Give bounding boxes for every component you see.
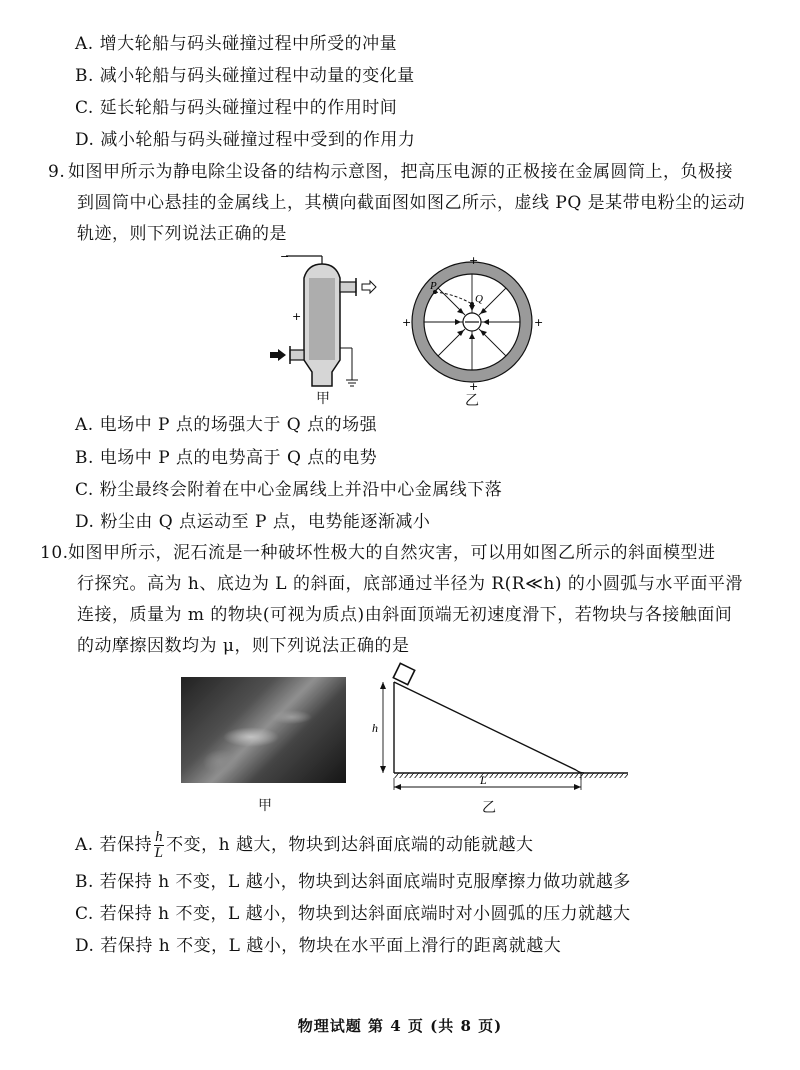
plus-sign-icon: + [469, 380, 479, 392]
q9-option-a: A. 电场中 P 点的场强大于 Q 点的场强 [75, 415, 378, 435]
q10-option-b: B. 若保持 h 不变，L 越小，物块到达斜面底端时克服摩擦力做功就越多 [75, 872, 631, 892]
q10-option-a-prefix: A. 若保持 [75, 835, 153, 855]
q9-figure-precipitator [268, 248, 398, 408]
q8-option-c: C. 延长轮船与码头碰撞过程中的作用时间 [75, 98, 398, 118]
plus-sign-icon: + [292, 310, 302, 323]
point-q-label: Q [475, 293, 483, 305]
q10-option-d: D. 若保持 h 不变，L 越小，物块在水平面上滑行的距离就越大 [75, 936, 562, 956]
height-label: h [372, 721, 378, 735]
q10-mudslide-photo [181, 677, 346, 783]
q10-caption-jia: 甲 [258, 798, 272, 814]
q8-option-b: B. 减小轮船与码头碰撞过程中动量的变化量 [75, 66, 415, 86]
page-footer: 物理试题 第 4 页 (共 8 页) [297, 1017, 503, 1035]
point-p-label: P [430, 280, 437, 292]
base-length-label: L [480, 773, 487, 787]
q10-stem-line1: 如图甲所示，泥石流是一种破坏性极大的自然灾害，可以用如图乙所示的斜面模型进 [68, 543, 716, 563]
q10-stem-line3: 连接，质量为 m 的物块(可视为质点)由斜面顶端无初速度滑下，若物块与各接触面间 [77, 605, 733, 625]
q9-option-c: C. 粉尘最终会附着在中心金属线上并沿中心金属线下落 [75, 480, 503, 500]
fraction-denominator: L [154, 845, 164, 861]
q9-figure-cross-section [400, 256, 548, 392]
h-over-l-fraction [154, 830, 164, 861]
minus-sign-icon: − [280, 250, 290, 263]
q10-stem-line2: 行探究。高为 h、底边为 L 的斜面，底部通过半径为 R(R≪h) 的小圆弧与水平面平滑 [77, 574, 743, 594]
q9-option-d: D. 粉尘由 Q 点运动至 P 点，电势能逐渐减小 [75, 512, 431, 532]
q9-stem-line2: 到圆筒中心悬挂的金属线上，其横向截面图如图乙所示，虚线 PQ 是某带电粉尘的运动 [77, 193, 746, 213]
q9-number: 9. [48, 162, 66, 182]
fraction-numerator: h [155, 829, 164, 845]
q9-caption-jia: 甲 [316, 391, 330, 407]
q9-stem-line1: 如图甲所示为静电除尘设备的结构示意图，把高压电源的正极接在金属圆筒上，负极接 [68, 162, 733, 182]
q10-caption-yi: 乙 [482, 800, 496, 816]
q9-stem-line3: 轨迹，则下列说法正确的是 [77, 224, 287, 244]
q10-stem-line4: 的动摩擦因数均为 μ，则下列说法正确的是 [77, 636, 410, 656]
plus-sign-icon: + [534, 316, 544, 329]
plus-sign-icon: + [402, 316, 412, 329]
plus-sign-icon: + [469, 256, 479, 267]
q10-figure-incline [368, 660, 638, 800]
q8-option-a: A. 增大轮船与码头碰撞过程中所受的冲量 [75, 34, 398, 54]
q10-number: 10. [40, 543, 69, 563]
q10-option-a-suffix: 不变，h 越大，物块到达斜面底端的动能就越大 [166, 835, 534, 855]
q10-option-a [75, 830, 533, 861]
q9-caption-yi: 乙 [465, 393, 479, 409]
q10-option-c: C. 若保持 h 不变，L 越小，物块到达斜面底端时对小圆弧的压力就越大 [75, 904, 631, 924]
q9-option-b: B. 电场中 P 点的电势高于 Q 点的电势 [75, 448, 378, 468]
q8-option-d: D. 减小轮船与码头碰撞过程中受到的作用力 [75, 130, 416, 150]
